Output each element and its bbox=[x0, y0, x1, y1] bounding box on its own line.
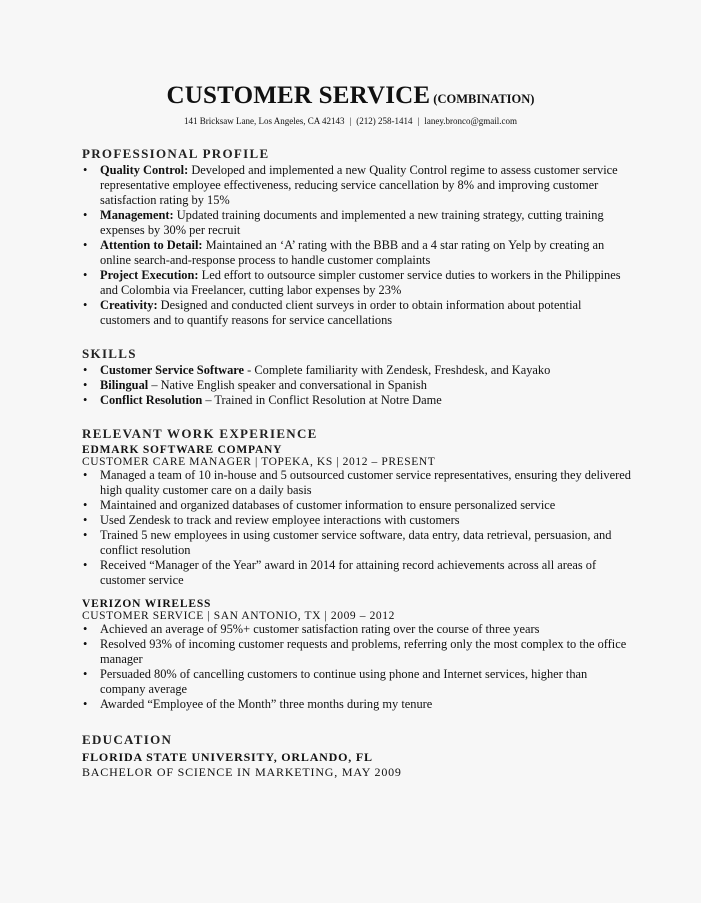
list-item bbox=[82, 667, 631, 697]
list-item bbox=[82, 393, 631, 408]
bullet-icon: • bbox=[83, 208, 88, 222]
list-item bbox=[82, 363, 631, 378]
item-label: Attention to Detail: bbox=[100, 238, 203, 252]
list-item bbox=[82, 238, 631, 268]
job-role: CUSTOMER SERVICE | SAN ANTONIO, TX | 2009 – 2012 bbox=[82, 610, 395, 622]
section-education bbox=[82, 732, 631, 780]
item-label: Quality Control: bbox=[100, 163, 189, 177]
section-skills bbox=[82, 346, 631, 408]
item-label: Project Execution: bbox=[100, 268, 199, 282]
bullet-icon: • bbox=[83, 498, 88, 512]
degree: BACHELOR OF SCIENCE IN MARKETING, MAY 2009 bbox=[82, 765, 402, 779]
bullet-icon: • bbox=[83, 697, 88, 711]
school-name: FLORIDA STATE UNIVERSITY, ORLANDO, FL bbox=[82, 750, 373, 764]
item-text: – Native English speaker and conversational in Spanish bbox=[148, 378, 427, 392]
item-text: Developed and implemented a new Quality Control regime to assess customer service representative employee effectiveness, reducing service cancellation by 8% and improving customer satisfaction rating by 15% bbox=[100, 163, 618, 207]
section-heading: EDUCATION bbox=[82, 732, 173, 747]
company-name: VERIZON WIRELESS bbox=[82, 598, 212, 610]
item-text: Trained 5 new employees in using customer service software, data entry, data retrieval, persuasion, and conflict resolution bbox=[100, 528, 612, 557]
bullet-icon: • bbox=[83, 268, 88, 282]
list-item bbox=[82, 622, 631, 637]
list-item bbox=[82, 208, 631, 238]
job-duties-list bbox=[82, 468, 631, 588]
section-professional-profile bbox=[82, 146, 631, 328]
item-text: - Complete familiarity with Zendesk, Freshdesk, and Kayako bbox=[244, 363, 551, 377]
item-text: Achieved an average of 95%+ customer satisfaction rating over the course of three years bbox=[100, 622, 540, 636]
contact-separator: | bbox=[349, 116, 352, 126]
item-label: Customer Service Software bbox=[100, 363, 245, 377]
item-text: Designed and conducted client surveys in order to obtain information about potential customers and to quantify reasons for service cancellations bbox=[100, 298, 582, 327]
list-item bbox=[82, 528, 631, 558]
bullet-icon: • bbox=[83, 637, 88, 651]
company-name: EDMARK SOFTWARE COMPANY bbox=[82, 444, 283, 456]
list-item bbox=[82, 697, 631, 712]
section-work-experience bbox=[82, 426, 631, 712]
item-text: Updated training documents and implemented a new training strategy, cutting training expenses by 30% per recruit bbox=[100, 208, 604, 237]
job-role: CUSTOMER CARE MANAGER | TOPEKA, KS | 2012 – PRESENT bbox=[82, 456, 436, 468]
resume-title: CUSTOMER SERVICE bbox=[166, 82, 431, 109]
bullet-icon: • bbox=[83, 622, 88, 636]
skills-list bbox=[82, 363, 631, 408]
item-text: Resolved 93% of incoming customer requests and problems, referring only the most complex to the office manager bbox=[100, 637, 627, 666]
item-text: Managed a team of 10 in-house and 5 outsourced customer service representatives, ensuring they delivered high quality customer care on a daily basis bbox=[100, 468, 631, 497]
item-text: Persuaded 80% of cancelling customers to continue using phone and Internet services, higher than company average bbox=[100, 667, 588, 696]
list-item bbox=[82, 163, 631, 208]
list-item bbox=[82, 378, 631, 393]
item-text: Received “Manager of the Year” award in 2014 for attaining record achievements across all areas of customer service bbox=[100, 558, 597, 587]
job-duties-list bbox=[82, 622, 631, 712]
bullet-icon: • bbox=[83, 163, 88, 177]
contact-email: laney.bronco@gmail.com bbox=[424, 116, 518, 126]
bullet-icon: • bbox=[83, 393, 88, 407]
item-text: Used Zendesk to track and review employee interactions with customers bbox=[100, 513, 460, 527]
bullet-icon: • bbox=[83, 378, 88, 392]
resume-header bbox=[70, 82, 631, 110]
contact-phone: (212) 258-1414 bbox=[356, 116, 413, 126]
item-text: Maintained and organized databases of customer information to ensure personalized service bbox=[100, 498, 556, 512]
item-text: Awarded “Employee of the Month” three months during my tenure bbox=[100, 697, 433, 711]
bullet-icon: • bbox=[83, 238, 88, 252]
profile-list bbox=[82, 163, 631, 328]
bullet-icon: • bbox=[83, 298, 88, 312]
section-heading: SKILLS bbox=[82, 346, 137, 361]
section-heading: RELEVANT WORK EXPERIENCE bbox=[82, 426, 318, 441]
list-item bbox=[82, 298, 631, 328]
list-item bbox=[82, 637, 631, 667]
list-item bbox=[82, 513, 631, 528]
resume-subtitle: (COMBINATION) bbox=[433, 92, 535, 106]
contact-line bbox=[70, 116, 631, 126]
section-heading: PROFESSIONAL PROFILE bbox=[82, 146, 270, 161]
bullet-icon: • bbox=[83, 468, 88, 482]
item-text: – Trained in Conflict Resolution at Notre Dame bbox=[202, 393, 442, 407]
item-label: Management: bbox=[100, 208, 174, 222]
bullet-icon: • bbox=[83, 363, 88, 377]
list-item bbox=[82, 468, 631, 498]
bullet-icon: • bbox=[83, 528, 88, 542]
list-item bbox=[82, 498, 631, 513]
item-label: Bilingual bbox=[100, 378, 149, 392]
contact-separator: | bbox=[417, 116, 420, 126]
item-text: Led effort to outsource simpler customer service duties to workers in the Philippines and Colombia via Freelancer, cutting labor expenses by 23% bbox=[100, 268, 621, 297]
item-label: Conflict Resolution bbox=[100, 393, 203, 407]
contact-address: 141 Bricksaw Lane, Los Angeles, CA 42143 bbox=[183, 116, 345, 126]
item-label: Creativity: bbox=[100, 298, 158, 312]
list-item bbox=[82, 268, 631, 298]
bullet-icon: • bbox=[83, 558, 88, 572]
bullet-icon: • bbox=[83, 513, 88, 527]
item-text: Maintained an ‘A’ rating with the BBB and a 4 star rating on Yelp by creating an online search-and-response process to handle customer complaints bbox=[100, 238, 605, 267]
list-item bbox=[82, 558, 631, 588]
bullet-icon: • bbox=[83, 667, 88, 681]
